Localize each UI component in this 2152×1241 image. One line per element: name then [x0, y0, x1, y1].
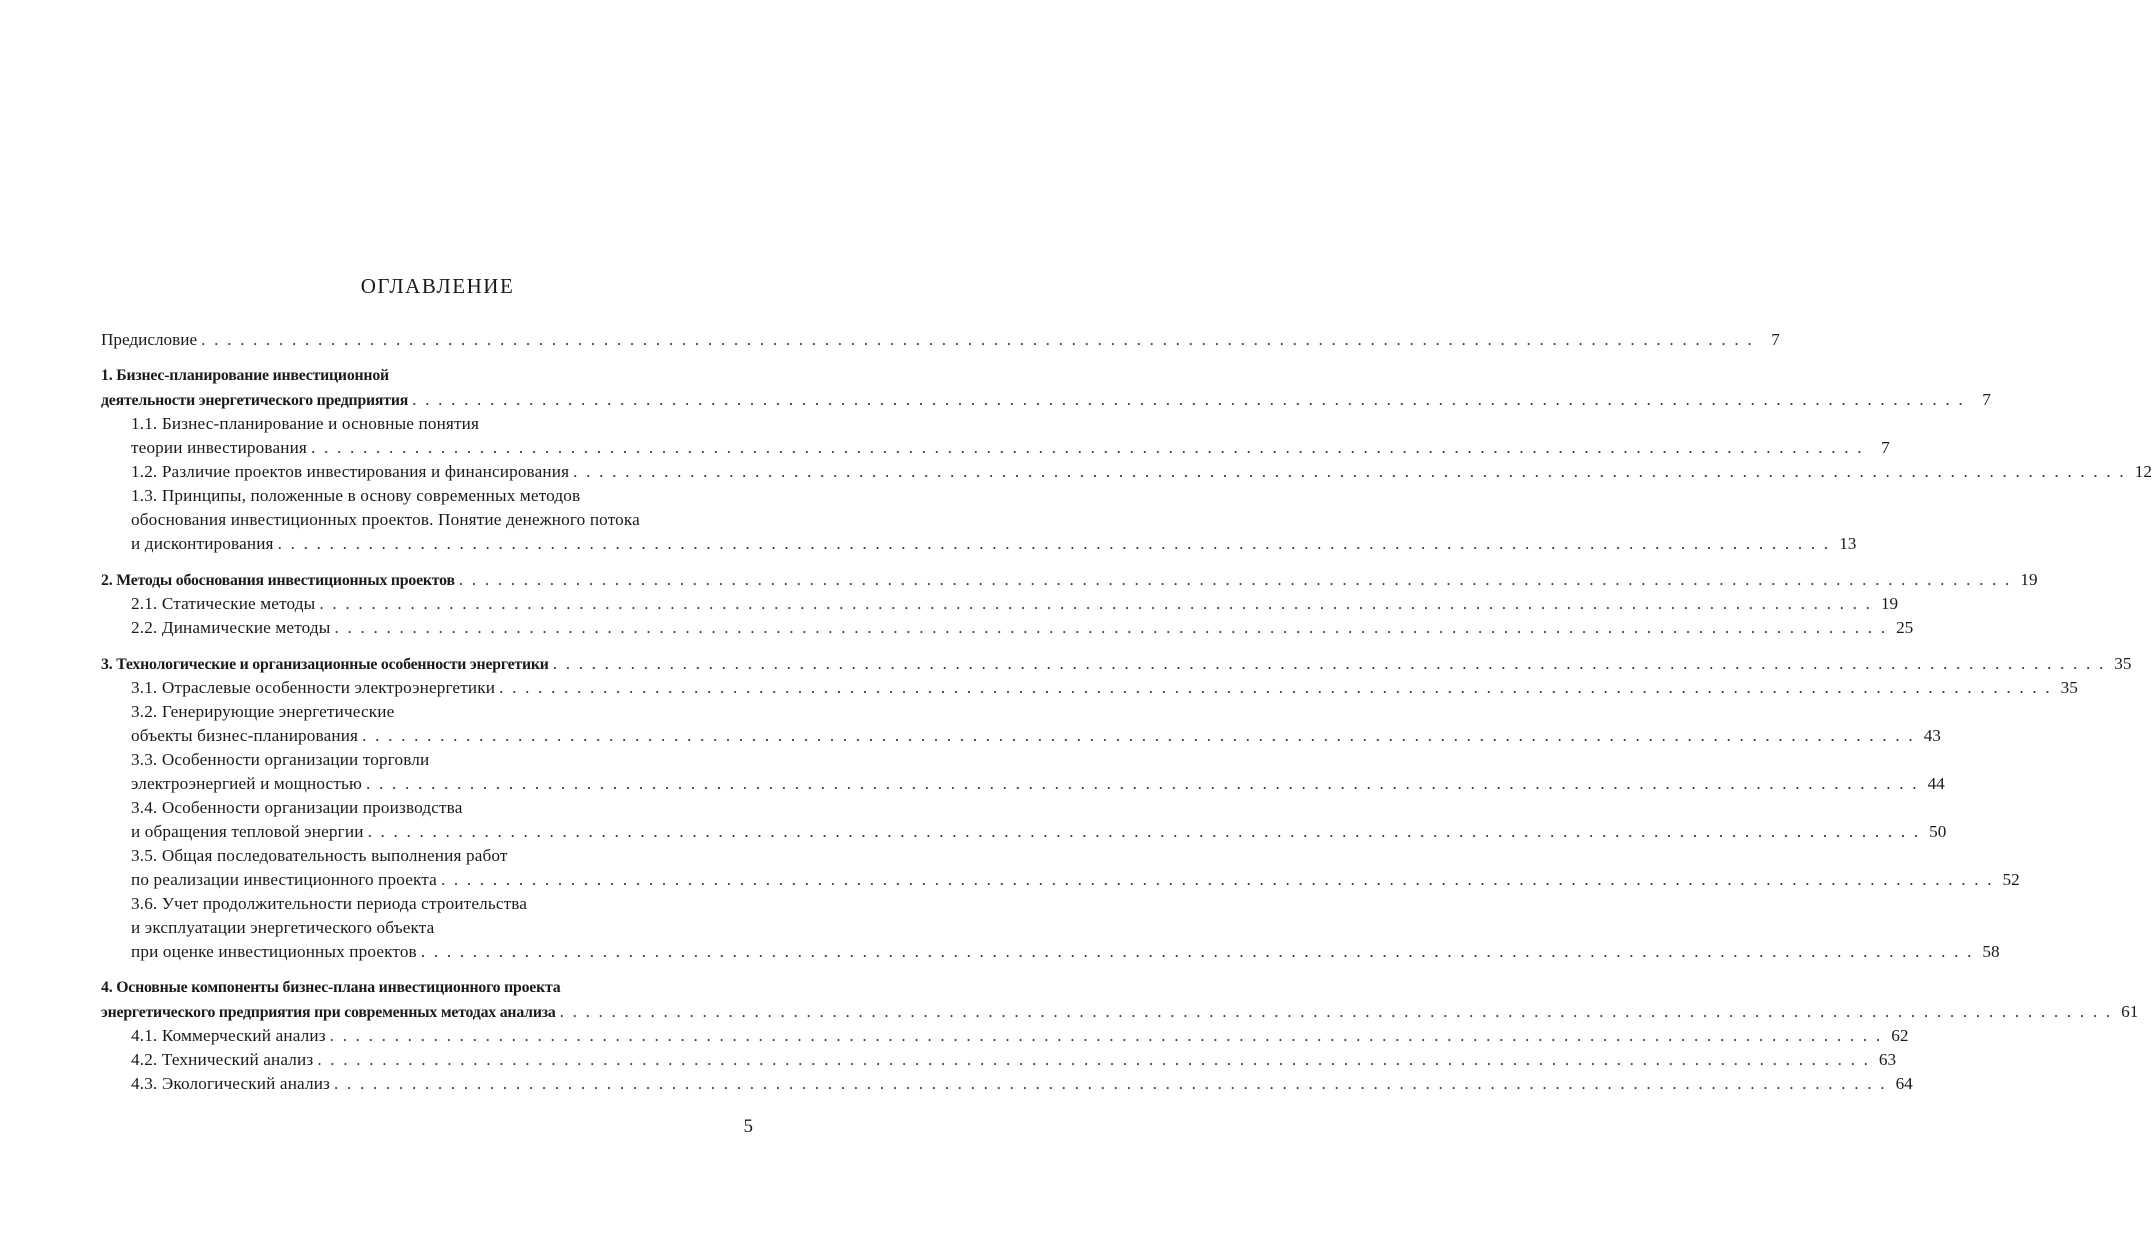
toc-page-number: 19: [1880, 594, 1899, 613]
toc-page-number: 50: [1929, 822, 1947, 841]
section-gap: [101, 640, 747, 652]
section-gap: [101, 352, 747, 364]
toc-section[interactable]: [101, 748, 1945, 796]
toc-entry-text: 4.1. Коммерческий анализ: [131, 1026, 326, 1045]
toc-line: [101, 748, 747, 772]
toc-entry-text: и обращения тепловой энергии: [131, 822, 364, 841]
dot-leader: . . . . . . . . . . . . . . . . . . . . . . . . . . . . . . . . . . . . . . . . . . . . . . . . . . . . . . . . . . . . . . . . . . . . . . . . . . . . . . . . . . . . . . . . . . . . . . . . . . . . . . . . . . . . . . . . . . . . . . . .: [552, 654, 2106, 673]
dot-leader: . . . . . . . . . . . . . . . . . . . . . . . . . . . . . . . . . . . . . . . . . . . . . . . . . . . . . . . . . . . . . . . . . . . . . . . . . . . . . . . . . . . . . . . . . . . . . . . . . . . . . . . . . . . . . . . . . . . . . . . .: [333, 1074, 1887, 1093]
toc-entry-text: и эксплуатации энергетического объекта: [131, 918, 435, 937]
toc-chapter[interactable]: [101, 568, 2038, 592]
toc-page-number: 62: [1891, 1026, 1909, 1045]
toc-page-number: 7: [1881, 438, 1890, 457]
toc-entry-text: 4.3. Экологический анализ: [131, 1074, 330, 1093]
toc-page-number: 19: [2020, 570, 2038, 589]
toc-section[interactable]: [101, 676, 2078, 700]
toc-section[interactable]: [101, 1048, 1897, 1072]
toc-page-number: 61: [2121, 1002, 2139, 1021]
toc-entry-text: 2.2. Динамические методы: [131, 618, 331, 637]
toc-section[interactable]: [101, 796, 1947, 844]
toc-chapter[interactable]: [101, 364, 1991, 412]
dot-leader: . . . . . . . . . . . . . . . . . . . . . . . . . . . . . . . . . . . . . . . . . . . . . . . . . . . . . . . . . . . . . . . . . . . . . . . . . . . . . . . . . . . . . . . . . . . . . . . . . . . . . . . . . . . . . . . . . . . . . . . .: [365, 774, 1919, 793]
toc-line: [101, 820, 1947, 844]
toc-entry-text: 2.1. Статические методы: [131, 594, 316, 613]
toc-page-number: 43: [1923, 726, 1941, 745]
toc-page-number: 12: [2134, 462, 2152, 481]
section-gap: [101, 556, 747, 568]
toc-line: [101, 616, 1914, 640]
toc-line: [101, 724, 1941, 748]
toc-page-number: 35: [2114, 654, 2132, 673]
toc-entry-text: обоснования инвестиционных проектов. Понятие денежного потока: [131, 510, 640, 529]
toc-entry[interactable]: [101, 328, 1780, 352]
dot-leader: . . . . . . . . . . . . . . . . . . . . . . . . . . . . . . . . . . . . . . . . . . . . . . . . . . . . . . . . . . . . . . . . . . . . . . . . . . . . . . . . . . . . . . . . . . . . . . . . . . . . . . . . . . . . . . . . . . . . . . . .: [420, 942, 1974, 961]
dot-leader: . . . . . . . . . . . . . . . . . . . . . . . . . . . . . . . . . . . . . . . . . . . . . . . . . . . . . . . . . . . . . . . . . . . . . . . . . . . . . . . . . . . . . . . . . . . . . . . . . . . . . . . . . . . . . . . . . . . . . . . .: [329, 1026, 1883, 1045]
dot-leader: . . . . . . . . . . . . . . . . . . . . . . . . . . . . . . . . . . . . . . . . . . . . . . . . . . . . . . . . . . . . . . . . . . . . . . . . . . . . . . . . . . . . . . . . . . . . . . . . . . . . . . . . . . . . . . . . . . . . . . . .: [319, 594, 1873, 613]
toc-section[interactable]: [101, 592, 1899, 616]
toc-entry-text: 1.2. Различие проектов инвестирования и финансирования: [131, 462, 570, 481]
dot-leader: . . . . . . . . . . . . . . . . . . . . . . . . . . . . . . . . . . . . . . . . . . . . . . . . . . . . . . . . . . . . . . . . . . . . . . . . . . . . . . . . . . . . . . . . . . . . . . . . . . . . . . . . . . . . . . . . . . . . . . . .: [362, 726, 1915, 745]
dot-leader: . . . . . . . . . . . . . . . . . . . . . . . . . . . . . . . . . . . . . . . . . . . . . . . . . . . . . . . . . . . . . . . . . . . . . . . . . . . . . . . . . . . . . . . . . . . . . . . . . . . . . . . . . . . . . . . . . . . . . . . .: [277, 534, 1831, 553]
dot-leader: . . . . . . . . . . . . . . . . . . . . . . . . . . . . . . . . . . . . . . . . . . . . . . . . . . . . . . . . . . . . . . . . . . . . . . . . . . . . . . . . . . . . . . . . . . . . . . . . . . . . . . . . . . . . . . . . . . . . . . . .: [334, 618, 1888, 637]
dot-leader: . . . . . . . . . . . . . . . . . . . . . . . . . . . . . . . . . . . . . . . . . . . . . . . . . . . . . . . . . . . . . . . . . . . . . . . . . . . . . . . . . . . . . . . . . . . . . . . . . . . . . . . . . . . . . . . . . . . . . . . .: [412, 390, 1965, 409]
dot-leader: . . . . . . . . . . . . . . . . . . . . . . . . . . . . . . . . . . . . . . . . . . . . . . . . . . . . . . . . . . . . . . . . . . . . . . . . . . . . . . . . . . . . . . . . . . . . . . . . . . . . . . . . . . . . . . . . . . . . . . . .: [317, 1050, 1871, 1069]
toc-page-number: 63: [1878, 1050, 1897, 1069]
toc-line: [101, 1048, 1897, 1072]
dot-leader: . . . . . . . . . . . . . . . . . . . . . . . . . . . . . . . . . . . . . . . . . . . . . . . . . . . . . . . . . . . . . . . . . . . . . . . . . . . . . . . . . . . . . . . . . . . . . . . . . . . . . . . . . . . . . . . . . . . . . . . .: [440, 870, 1994, 889]
toc-line: [101, 940, 2000, 964]
toc-page-number: 64: [1895, 1074, 1913, 1093]
toc-line: [101, 868, 2020, 892]
toc-entry-text: объекты бизнес-планирования: [131, 726, 359, 745]
dot-leader: . . . . . . . . . . . . . . . . . . . . . . . . . . . . . . . . . . . . . . . . . . . . . . . . . . . . . . . . . . . . . . . . . . . . . . . . . . . . . . . . . . . . . . . . . . . . . . . . . . . . . . . . . . . . . . . . . . . . . . . .: [458, 570, 2012, 589]
toc-entry-text: 3.5. Общая последовательность выполнения работ: [131, 846, 508, 865]
toc-page-number: 58: [1982, 942, 2000, 961]
page-title: ОГЛАВЛЕНИЕ: [360, 274, 515, 298]
toc-line: [101, 388, 1991, 412]
toc-line: [101, 532, 1857, 556]
dot-leader: . . . . . . . . . . . . . . . . . . . . . . . . . . . . . . . . . . . . . . . . . . . . . . . . . . . . . . . . . . . . . . . . . . . . . . . . . . . . . . . . . . . . . . . . . . . . . . . . . . . . . . . . . . . . . . . . . . . . . . . .: [559, 1002, 2113, 1021]
toc-page-number: 7: [1771, 330, 1780, 349]
toc-entry-text: теории инвестирования: [131, 438, 307, 457]
toc-page-number: 13: [1839, 534, 1857, 553]
toc-line: [101, 1072, 1913, 1096]
toc-entry-text: 1.1. Бизнес-планирование и основные понятия: [131, 414, 480, 433]
toc-line: [101, 364, 747, 388]
toc-section[interactable]: [101, 844, 2020, 892]
toc-page-number: 52: [2002, 870, 2020, 889]
toc-entry-text: деятельности энергетического предприятия: [101, 392, 409, 409]
toc-line: [101, 592, 1899, 616]
toc-line: [101, 508, 747, 532]
toc-entry-text: 4.2. Технический анализ: [131, 1050, 314, 1069]
toc-line: [101, 460, 2152, 484]
toc-section[interactable]: [101, 1072, 1913, 1096]
dot-leader: . . . . . . . . . . . . . . . . . . . . . . . . . . . . . . . . . . . . . . . . . . . . . . . . . . . . . . . . . . . . . . . . . . . . . . . . . . . . . . . . . . . . . . . . . . . . . . . . . . . . . . . . . . . . . . . . . . . . . . . .: [499, 678, 2052, 697]
toc-line: [101, 916, 747, 940]
dot-leader: . . . . . . . . . . . . . . . . . . . . . . . . . . . . . . . . . . . . . . . . . . . . . . . . . . . . . . . . . . . . . . . . . . . . . . . . . . . . . . . . . . . . . . . . . . . . . . . . . . . . . . . . . . . . . . . . . . . . . . . .: [573, 462, 2126, 481]
toc-line: [101, 976, 747, 1000]
dot-leader: . . . . . . . . . . . . . . . . . . . . . . . . . . . . . . . . . . . . . . . . . . . . . . . . . . . . . . . . . . . . . . . . . . . . . . . . . . . . . . . . . . . . . . . . . . . . . . . . . . . . . . . . . . . . . . . . . . . . . . . .: [201, 330, 1754, 349]
dot-leader: . . . . . . . . . . . . . . . . . . . . . . . . . . . . . . . . . . . . . . . . . . . . . . . . . . . . . . . . . . . . . . . . . . . . . . . . . . . . . . . . . . . . . . . . . . . . . . . . . . . . . . . . . . . . . . . . . . . . . . . .: [367, 822, 1921, 841]
toc-entry-text: 3.3. Особенности организации торговли: [131, 750, 430, 769]
toc-entry-text: 3.4. Особенности организации производства: [131, 798, 463, 817]
page-number: 5: [743, 1116, 753, 1137]
toc-section[interactable]: [101, 700, 1941, 748]
toc-page-number: 35: [2060, 678, 2078, 697]
table-of-contents: [101, 328, 2152, 1096]
toc-line: [101, 772, 1945, 796]
toc-line: [101, 1024, 1909, 1048]
toc-line: [101, 484, 747, 508]
dot-leader: . . . . . . . . . . . . . . . . . . . . . . . . . . . . . . . . . . . . . . . . . . . . . . . . . . . . . . . . . . . . . . . . . . . . . . . . . . . . . . . . . . . . . . . . . . . . . . . . . . . . . . . . . . . . . . . . . . . . . . . .: [310, 438, 1864, 457]
toc-entry-text: по реализации инвестиционного проекта: [131, 870, 437, 889]
toc-entry-text: при оценке инвестиционных проектов: [131, 942, 417, 961]
toc-line: [101, 700, 747, 724]
toc-line: [101, 412, 747, 436]
toc-page-number: 25: [1896, 618, 1914, 637]
toc-line: [101, 328, 1780, 352]
toc-line: [101, 796, 747, 820]
toc-entry-text: 1. Бизнес-планирование инвестиционной: [101, 367, 389, 384]
toc-line: [101, 568, 2038, 592]
toc-line: [101, 652, 2132, 676]
toc-section[interactable]: [101, 616, 1914, 640]
toc-section[interactable]: [101, 1024, 1909, 1048]
toc-entry-text: энергетического предприятия при современных методах анализа: [101, 1004, 556, 1021]
toc-entry-text: 3.6. Учет продолжительности периода строительства: [131, 894, 528, 913]
section-gap: [101, 964, 747, 976]
toc-entry-text: 2. Методы обоснования инвестиционных проектов: [101, 572, 455, 589]
toc-chapter[interactable]: [101, 652, 2132, 676]
toc-entry-text: Предисловие: [101, 330, 198, 349]
toc-page-number: 7: [1982, 390, 1991, 409]
toc-line: [101, 1000, 2139, 1024]
toc-section[interactable]: [101, 892, 2000, 964]
toc-section[interactable]: [101, 460, 2152, 484]
toc-line: [101, 844, 747, 868]
toc-entry-text: 1.3. Принципы, положенные в основу современных методов: [131, 486, 581, 505]
toc-section[interactable]: [101, 484, 1857, 556]
toc-entry-text: электроэнергией и мощностью: [131, 774, 362, 793]
toc-entry-text: 3. Технологические и организационные особенности энергетики: [101, 656, 549, 673]
toc-line: [101, 676, 2078, 700]
toc-chapter[interactable]: [101, 976, 2139, 1024]
toc-section[interactable]: [101, 412, 1890, 460]
toc-line: [101, 892, 747, 916]
toc-entry-text: 3.2. Генерирующие энергетические: [131, 702, 395, 721]
toc-entry-text: 4. Основные компоненты бизнес-плана инвестиционного проекта: [101, 979, 561, 996]
toc-line: [101, 436, 1890, 460]
toc-entry-text: и дисконтирования: [131, 534, 274, 553]
toc-entry-text: 3.1. Отраслевые особенности электроэнергетики: [131, 678, 496, 697]
toc-page-number: 44: [1927, 774, 1945, 793]
